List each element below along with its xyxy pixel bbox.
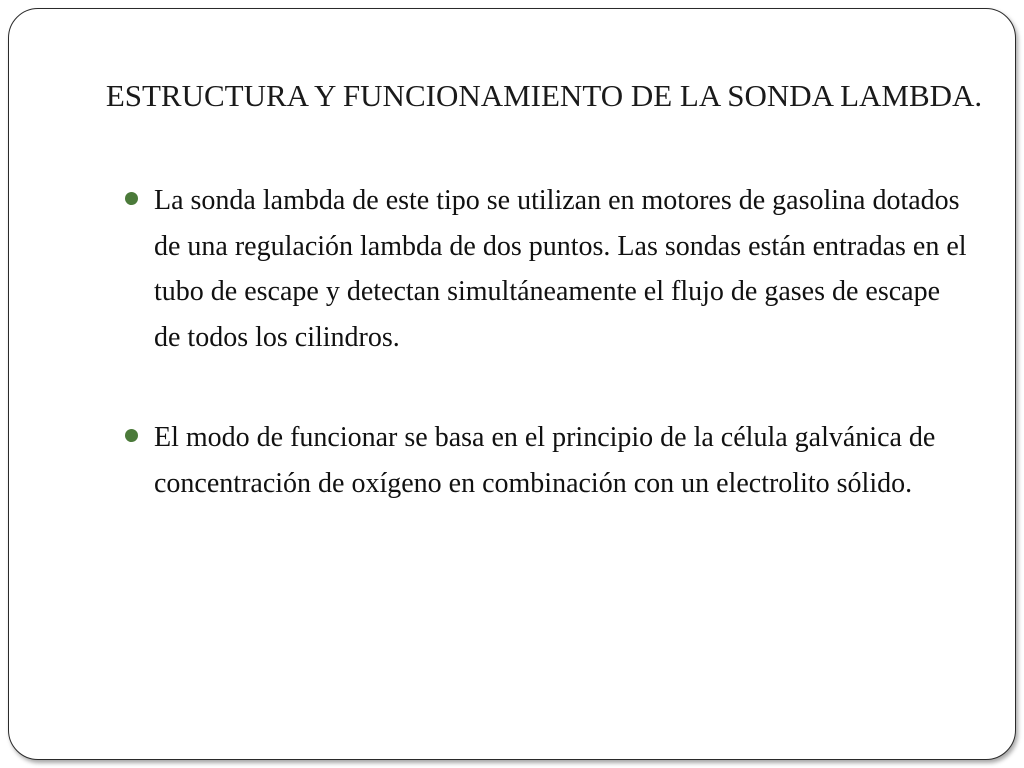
bullet-dot-icon [125, 192, 138, 205]
slide-title: ESTRUCTURA Y FUNCIONAMIENTO DE LA SONDA LAMBDA. [105, 78, 983, 113]
bullet-dot-icon [125, 429, 138, 442]
bullet-item [123, 178, 973, 360]
slide-frame [8, 8, 1016, 760]
bullet-list [123, 178, 973, 506]
bullet-text: El modo de funcionar se basa en el principio de la célula galvánica de concentración de oxígeno en combinación con un electrolito sólido. [154, 422, 936, 499]
bullet-item [123, 415, 973, 506]
bullet-text: La sonda lambda de este tipo se utilizan en motores de gasolina dotados de una regulación lambda de dos puntos. Las sondas están entradas en el tubo de escape y detectan simultáneamente el flujo de gases de escape de todos los cilindros. [154, 185, 967, 353]
